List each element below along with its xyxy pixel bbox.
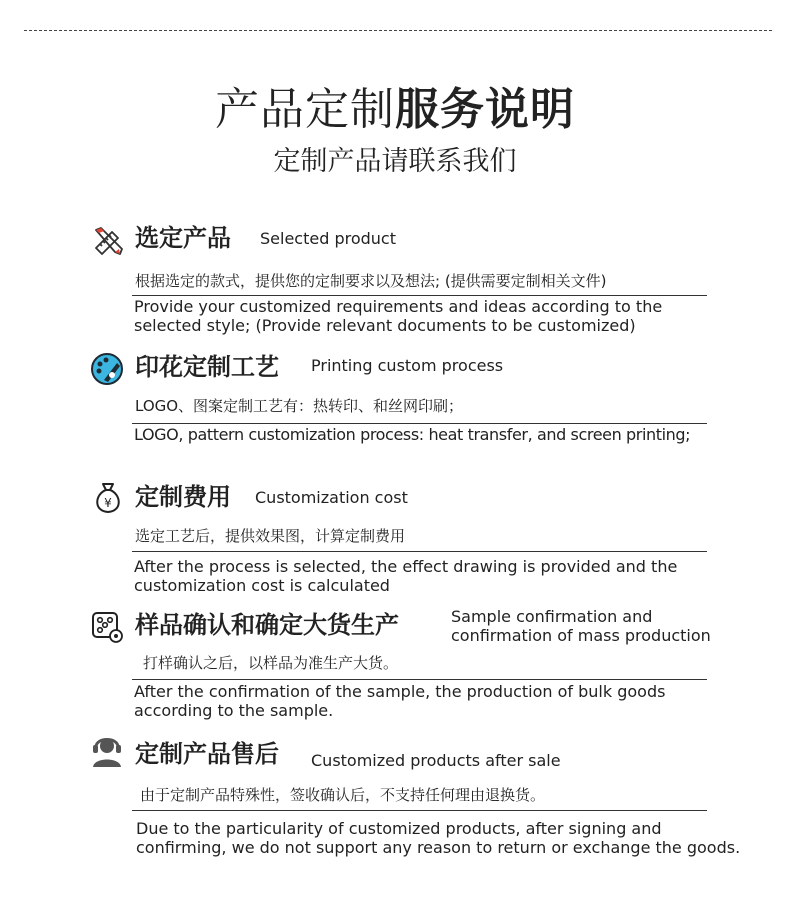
section-divider: [132, 551, 707, 552]
section-desc-cn: LOGO、图案定制工艺有：热转印、和丝网印刷；: [135, 397, 464, 415]
page-subtitle: 定制产品请联系我们: [273, 146, 517, 177]
customer-service-icon: [90, 734, 124, 768]
section-title-en-line1: Sample confirmation and: [451, 607, 653, 626]
section-title-cn: 印花定制工艺: [135, 353, 279, 381]
page-title: [0, 82, 790, 138]
sample-settings-icon: [90, 610, 124, 644]
section-divider: [132, 679, 707, 680]
section-divider: [132, 295, 707, 296]
section-title-cn: 选定产品: [135, 224, 231, 252]
section-title-cn: 样品确认和确定大货生产: [135, 611, 399, 639]
top-dashed-divider: [24, 30, 772, 31]
section-desc-en: After the confirmation of the sample, the production of bulk goods according to the sample.: [134, 682, 666, 720]
section-title-en: Customization cost: [255, 488, 408, 507]
section-desc-en: Due to the particularity of customized products, after signing and confirming, we do not support any reason to return or exchange the goods.: [136, 819, 741, 857]
section-title-en: Customized products after sale: [311, 751, 561, 770]
section-title-cn: 定制费用: [135, 483, 231, 511]
section-divider: [132, 810, 707, 811]
palette-icon: [90, 352, 124, 386]
section-title-en-line2: confirmation of mass production: [451, 626, 711, 645]
section-title-en: Printing custom process: [311, 356, 504, 375]
section-title-cn: 定制产品售后: [135, 740, 279, 768]
section-title-en: Selected product: [260, 229, 396, 248]
title-light: 产品定制: [215, 84, 395, 135]
section-desc-en: LOGO, pattern customization process: heat transfer, and screen printing;: [134, 425, 691, 444]
section-desc-cn: 选定工艺后，提供效果图，计算定制费用: [135, 527, 406, 545]
pencil-ruler-icon: [92, 224, 126, 258]
section-desc-en: After the process is selected, the effect drawing is provided and the customization cost is calculated: [134, 557, 678, 595]
section-desc-en: Provide your customized requirements and ideas according to the selected style; (Provide relevant documents to be customized): [134, 297, 663, 335]
section-desc-cn: 打样确认之后，以样品为准生产大货。: [143, 654, 399, 672]
section-desc-cn: 由于定制产品特殊性，签收确认后，不支持任何理由退换货。: [140, 786, 546, 804]
money-bag-icon: [91, 481, 125, 515]
svg-text:¥: ¥: [104, 496, 112, 510]
section-desc-cn: 根据选定的款式，提供您的定制要求以及想法; (提供需要定制相关文件): [135, 272, 607, 290]
section-divider: [132, 423, 707, 424]
title-bold: 服务说明: [395, 84, 575, 135]
